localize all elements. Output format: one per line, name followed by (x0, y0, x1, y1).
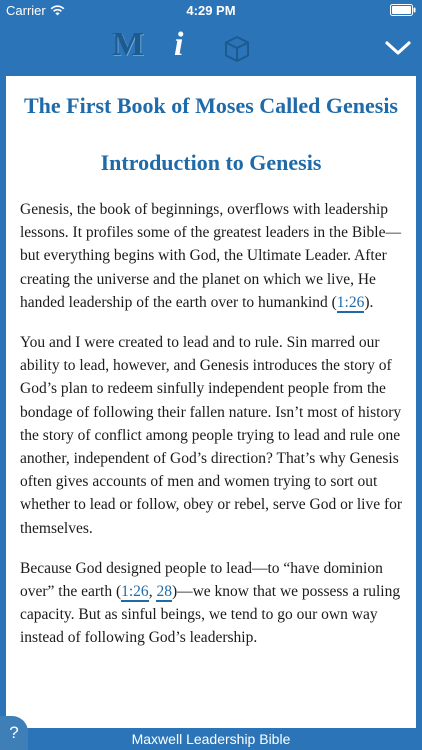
verse-link[interactable]: 1:26 (336, 293, 365, 311)
help-button[interactable]: ? (0, 716, 28, 750)
maxwell-m-icon[interactable]: M (112, 26, 145, 63)
intro-paragraph-1 (20, 198, 406, 314)
content-frame (0, 76, 422, 728)
chevron-down-icon[interactable] (384, 34, 412, 62)
battery-icon (390, 4, 416, 16)
footer-title: Maxwell Leadership Bible (131, 731, 291, 747)
section-title: Introduction to Genesis (100, 150, 322, 175)
paragraph-text: )—we know that we possess a ruling capacity. But as sinful beings, we tend to go our own way instead of following God’s leadership. (20, 583, 401, 647)
bottom-bar (0, 728, 422, 750)
paragraph-text: You and I were created to lead and to rule. Sin marred our ability to lead, however, and Genesis introduces the story of God’s plan to redeem sinfully independent people from the bondage of following their fallen nature. Isn’t most of history the story of conflict among people trying to lead and rule one another, independent of God’s direction? That’s why Genesis often gives accounts of men and women trying to sort out whether to lead or follow, obey or rebel, serve God or live for themselves. (20, 334, 403, 537)
reading-pane[interactable] (6, 76, 416, 728)
verse-link[interactable]: 28 (156, 583, 172, 601)
carrier-label: Carrier (6, 3, 46, 18)
status-bar (0, 0, 422, 20)
paragraph-text: Genesis, the book of beginnings, overflows with leadership lessons. It profiles some of the greatest leaders in the Bible—but everything begins with God, the Ultimate Leader. After creating the universe and the planet on which we live, He handed leadership of the earth over to humankind ( (20, 201, 401, 311)
paragraph-text: Because God designed people to lead—to “have dominion over” the earth ( (20, 559, 383, 601)
intro-paragraph-3 (20, 557, 406, 650)
info-icon[interactable]: i (174, 26, 184, 63)
status-time: 4:29 PM (186, 3, 236, 18)
cube-icon[interactable] (222, 34, 252, 64)
intro-paragraph-2 (20, 331, 406, 540)
verse-link[interactable]: 1:26 (121, 583, 149, 601)
paragraph-text: , (148, 583, 157, 601)
paragraph-text: ). (364, 293, 374, 311)
book-title: The First Book of Moses Called Genesis (24, 93, 398, 118)
toolbar (0, 20, 422, 76)
